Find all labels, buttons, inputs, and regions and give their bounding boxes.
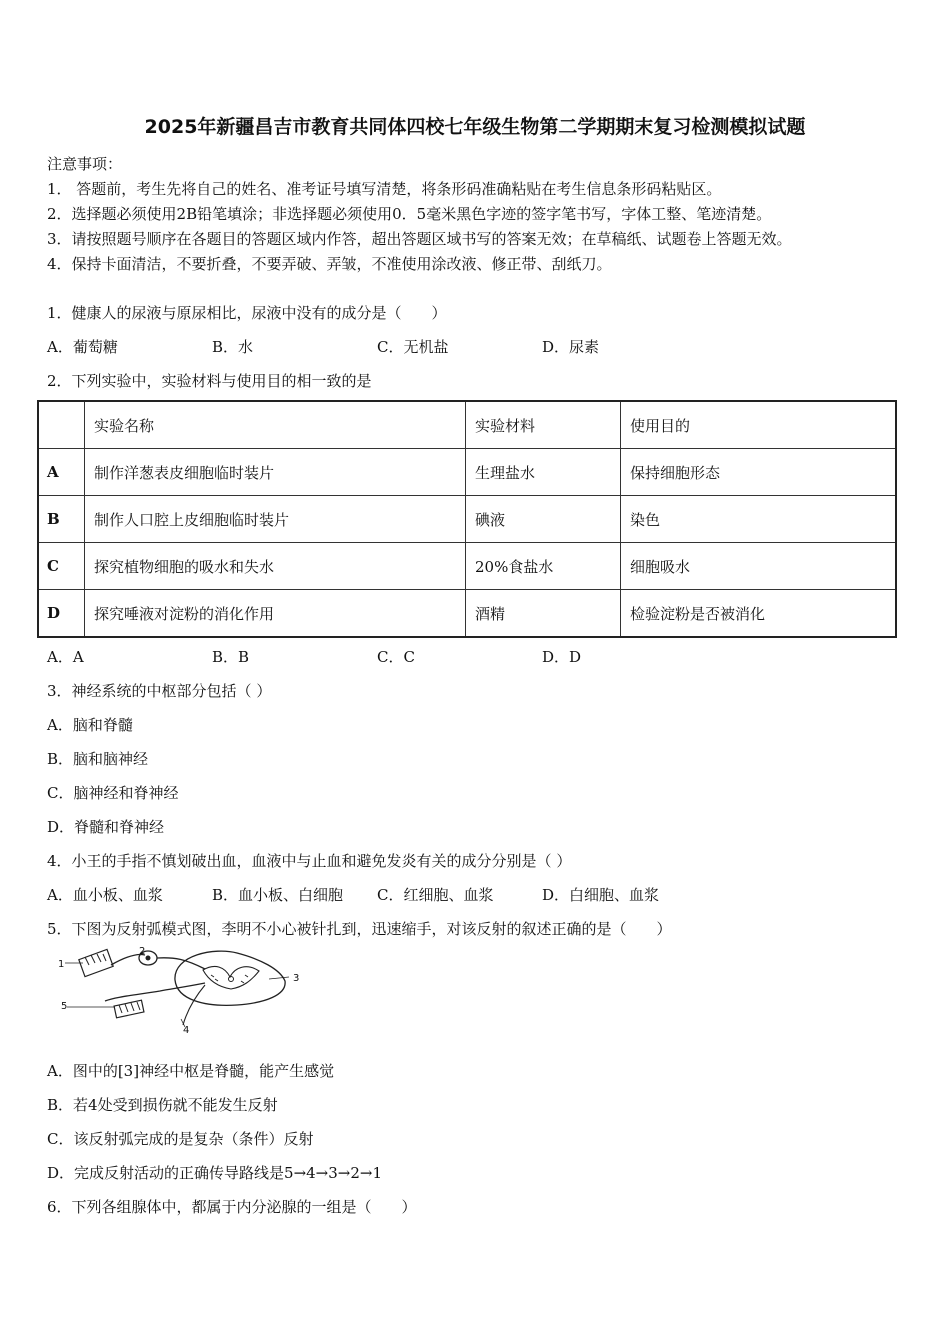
table-row: [38, 449, 896, 496]
receptor-shape: [79, 949, 113, 976]
q2-options: [47, 646, 747, 668]
table-cell: 探究唾液对淀粉的消化作用: [85, 590, 466, 638]
q3-option-a: A．脑和脊髓: [47, 716, 133, 734]
table-cell: D: [38, 590, 85, 638]
q1-option-a: A．葡萄糖: [47, 338, 118, 356]
diagram-label-4: 4: [183, 1025, 190, 1035]
q4-option-b: B．血小板、白细胞: [212, 886, 344, 904]
q3-stem: 3．神经系统的中枢部分包括（ ）: [47, 682, 272, 700]
notice-heading: 注意事项：: [47, 155, 123, 173]
table-cell: 细胞吸水: [621, 543, 897, 590]
table-row: [38, 496, 896, 543]
q2-option-b: B．B: [212, 648, 250, 666]
spinal-cord: [175, 951, 285, 1005]
q1-stem: 1．健康人的尿液与原尿相比，尿液中没有的成分是（ ）: [47, 304, 447, 322]
q5-option-c: C．该反射弧完成的是复杂（条件）反射: [47, 1130, 314, 1148]
notice-item-2: 2．选择题必须使用2B铅笔填涂；非选择题必须使用0．5毫米黑色字迹的签字笔书写，字体工整、笔迹清楚。: [47, 205, 772, 223]
table-cell: 制作洋葱表皮细胞临时装片: [85, 449, 466, 496]
diagram-label-3: 3: [293, 973, 300, 984]
notice-item-1: 1． 答题前，考生先将自己的姓名、准考证号填写清楚，将条形码准确粘贴在考生信息条形码粘贴区。: [47, 180, 722, 198]
q5-option-d: D．完成反射活动的正确传导路线是5→4→3→2→1: [47, 1164, 383, 1182]
table-row: [38, 543, 896, 590]
diagram-label-5: 5: [61, 1001, 68, 1012]
q3-option-b: B．脑和脑神经: [47, 750, 149, 768]
diagram-label-2: 2: [139, 946, 146, 957]
q4-option-d: D．白细胞、血浆: [542, 886, 660, 904]
q2-option-a: A．A: [47, 648, 84, 666]
q5-stem: 5．下图为反射弧模式图，李明不小心被针扎到，迅速缩手，对该反射的叙述正确的是（ ）: [47, 920, 672, 938]
q1-options: [47, 336, 747, 358]
table-header-cell: 实验材料: [466, 401, 621, 449]
notice-item-3: 3．请按照题号顺序在各题目的答题区域内作答，超出答题区域书写的答案无效；在草稿纸、试题卷上答题无效。: [47, 230, 792, 248]
table-cell: A: [38, 449, 85, 496]
table-cell: C: [38, 543, 85, 590]
table-cell: 检验淀粉是否被消化: [621, 590, 897, 638]
q4-option-a: A．血小板、血浆: [47, 886, 163, 904]
q2-option-d: D．D: [542, 648, 582, 666]
q1-option-b: B．水: [212, 338, 254, 356]
table-cell: 保持细胞形态: [621, 449, 897, 496]
table-cell: 探究植物细胞的吸水和失水: [85, 543, 466, 590]
q4-stem: 4．小王的手指不慎划破出血，血液中与止血和避免发炎有关的成分分别是（ ）: [47, 852, 572, 870]
q6-stem: 6．下列各组腺体中，都属于内分泌腺的一组是（ ）: [47, 1198, 417, 1216]
q4-options: [47, 884, 747, 906]
table-header-row: [38, 401, 896, 449]
q3-option-d: D．脊髓和脊神经: [47, 818, 165, 836]
q3-option-c: C．脑神经和脊神经: [47, 784, 179, 802]
q2-option-c: C．C: [377, 648, 415, 666]
diagram-label-1: 1: [58, 959, 65, 970]
table-cell: 染色: [621, 496, 897, 543]
table-header-cell: 实验名称: [85, 401, 466, 449]
notice-item-4: 4．保持卡面清洁，不要折叠，不要弄破、弄皱，不准使用涂改液、修正带、刮纸刀。: [47, 255, 612, 273]
q5-option-a: A．图中的[3]神经中枢是脊髓，能产生感觉: [47, 1062, 335, 1080]
table-header-cell: [38, 401, 85, 449]
table-cell: 酒精: [466, 590, 621, 638]
table-cell: 碘液: [466, 496, 621, 543]
table-cell: B: [38, 496, 85, 543]
q1-option-d: D．尿素: [542, 338, 600, 356]
table-row: [38, 590, 896, 638]
q4-option-c: C．红细胞、血浆: [377, 886, 494, 904]
reflex-arc-diagram: [55, 945, 315, 1035]
q1-option-c: C．无机盐: [377, 338, 449, 356]
page-title: 2025年新疆昌吉市教育共同体四校七年级生物第二学期期末复习检测模拟试题: [144, 116, 806, 138]
table-cell: 制作人口腔上皮细胞临时装片: [85, 496, 466, 543]
experiment-table: [37, 400, 897, 638]
table-cell: 20%食盐水: [466, 543, 621, 590]
table-cell: 生理盐水: [466, 449, 621, 496]
q2-stem: 2．下列实验中，实验材料与使用目的相一致的是: [47, 372, 372, 390]
table-header-cell: 使用目的: [621, 401, 897, 449]
q5-option-b: B．若4处受到损伤就不能发生反射: [47, 1096, 278, 1114]
